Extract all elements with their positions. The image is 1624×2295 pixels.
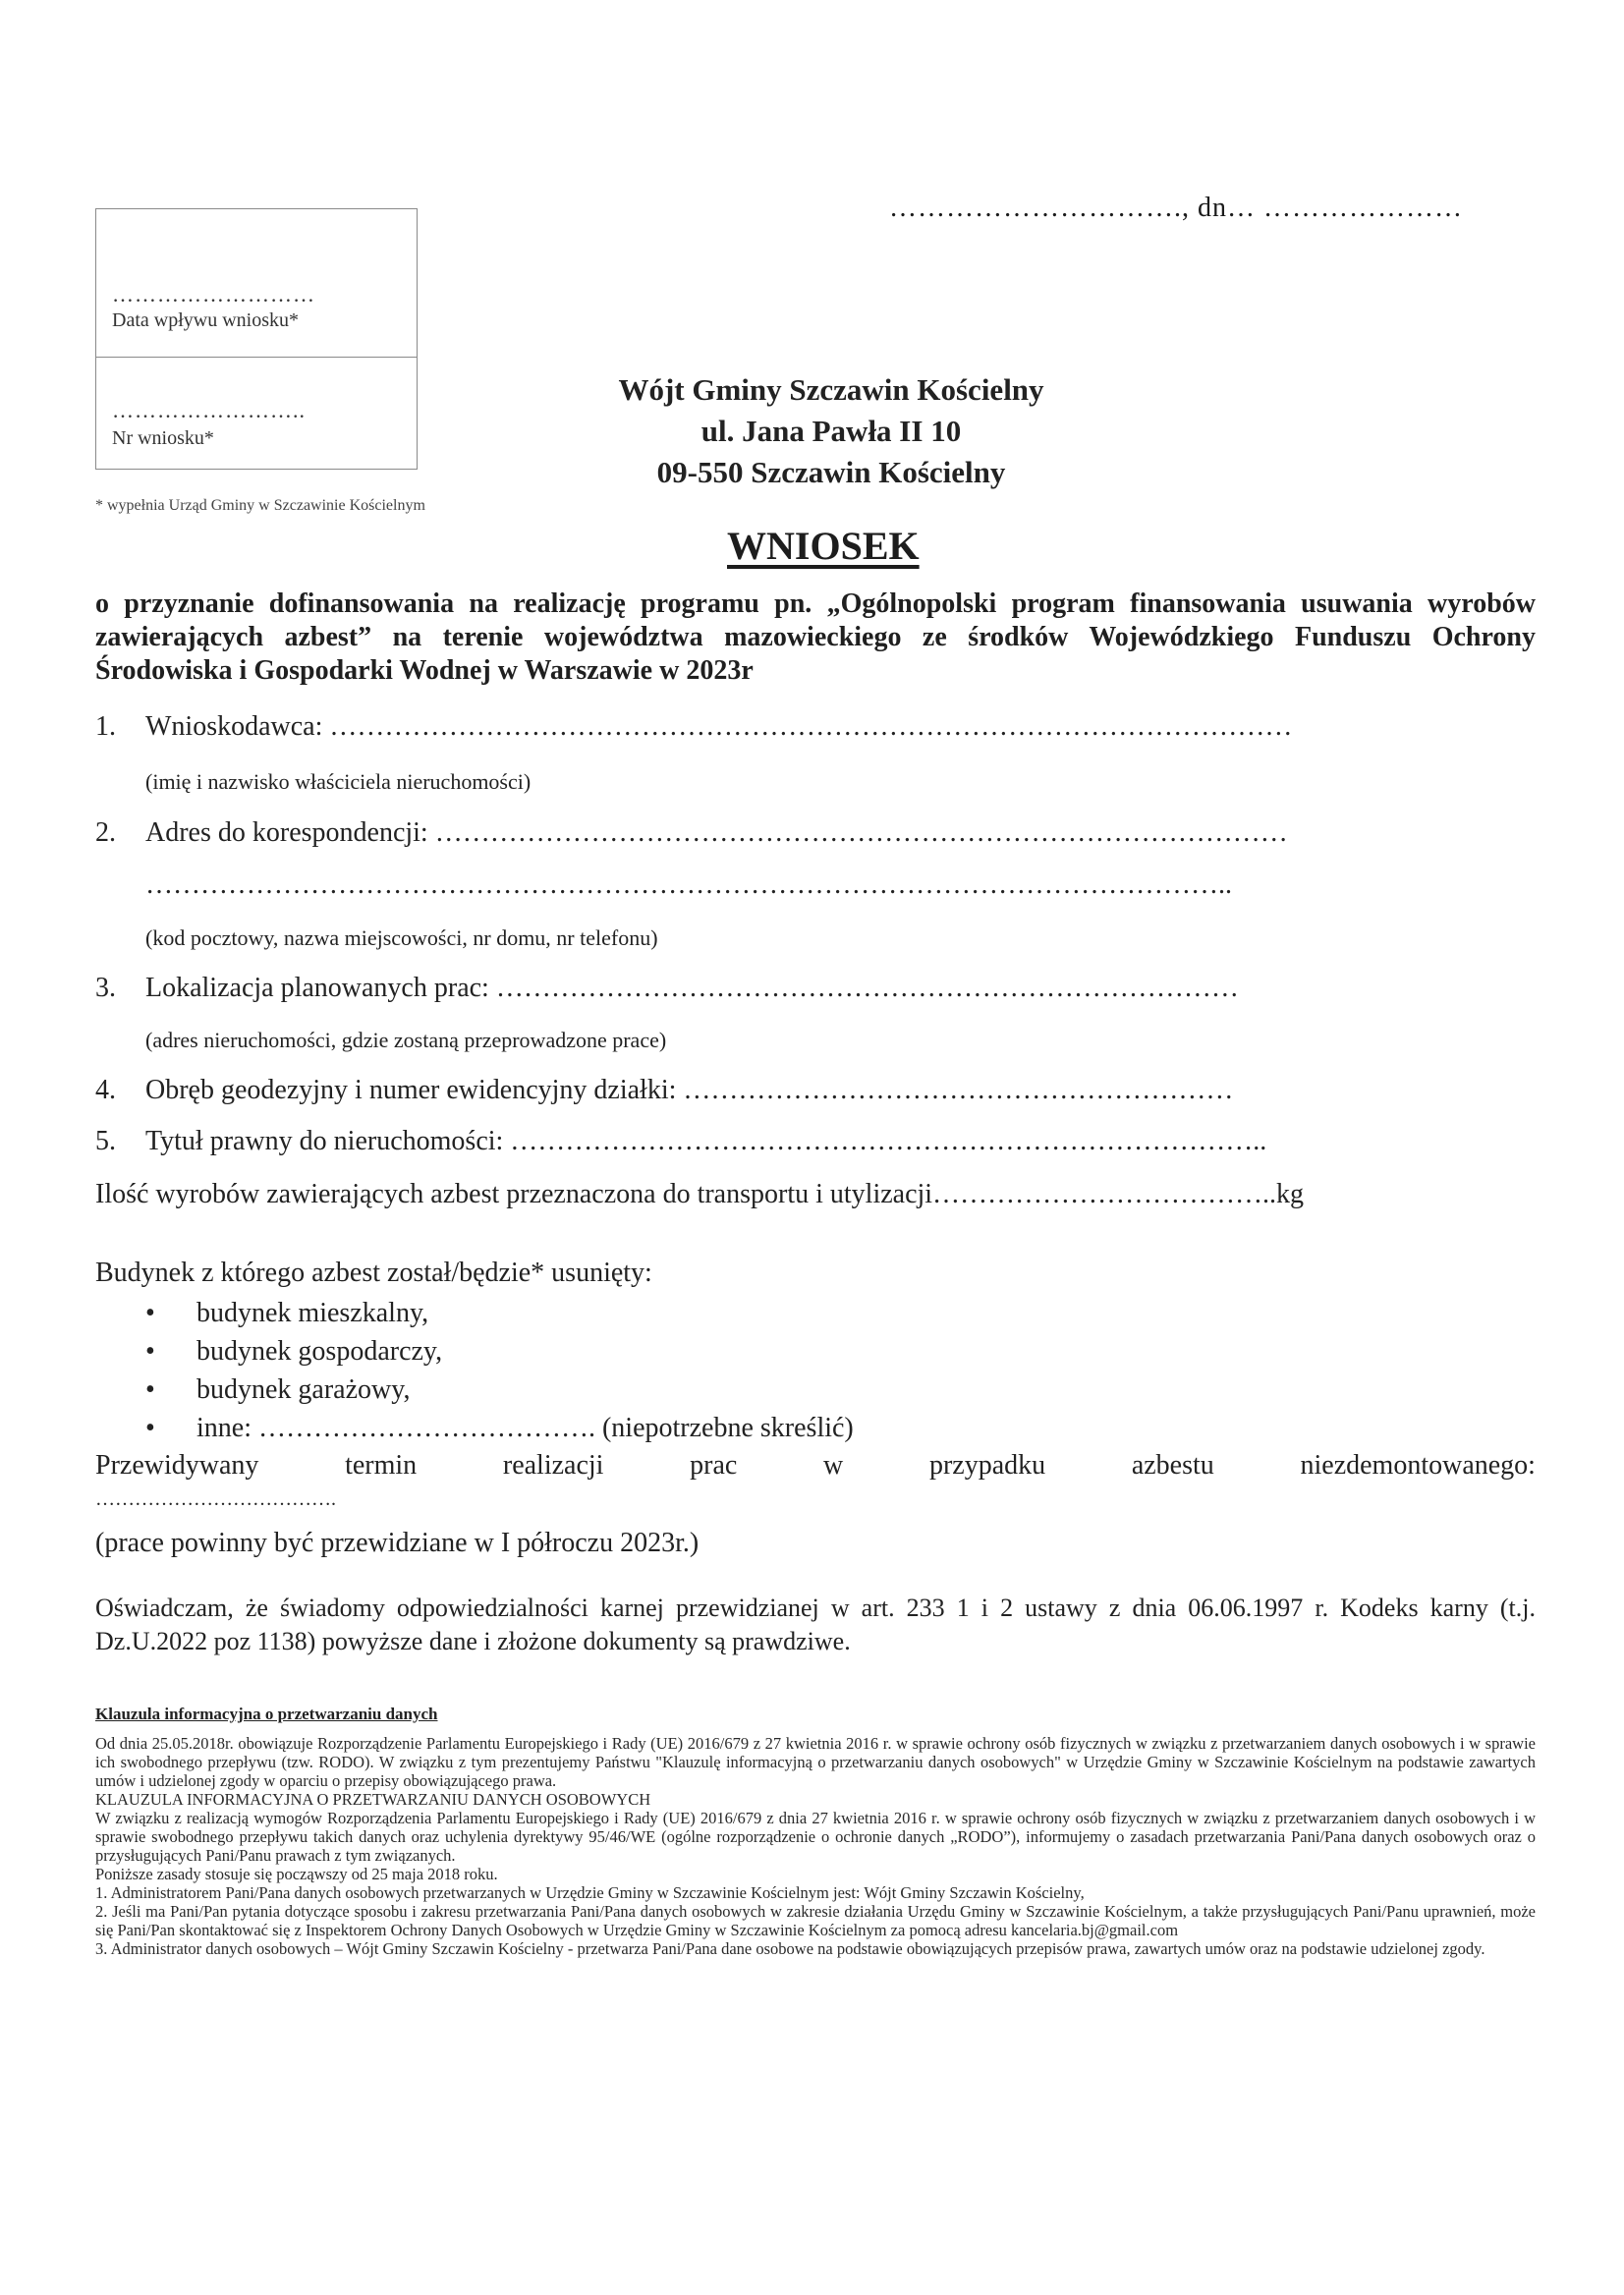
term-word: termin	[345, 1450, 418, 1481]
field-number: 5.	[95, 1126, 116, 1156]
clause-paragraph: Od dnia 25.05.2018r. obowiązuje Rozporządzenie Parlamentu Europejskiego i Rady (UE) 2016/679 z 27 kwietnia 2016 r. w sprawie ochrony osób fizycznych w związku z przetwarzaniem danych osobowych i w sprawie ich swobodnego przepływu (tzw. RODO). W związku z tym prezentujemy Państwu "Klauzulę informacyjną o przetwarzaniu danych osobowych" w Urzędzie Gminy w Szczawinie Kościelnym na podstawie zawartych umów i udzielonej zgody w oparciu o przepisy obowiązującego prawa.	[95, 1734, 1536, 1790]
building-heading: Budynek z którego azbest został/będzie* usunięty:	[95, 1258, 652, 1288]
date-field[interactable]: …………………………., dn… …………………	[889, 193, 1463, 223]
field-work-location[interactable]	[95, 973, 1239, 1004]
field-correspondence-address[interactable]	[95, 817, 1288, 849]
clause-paragraph: Poniższe zasady stosuje się począwszy od 25 maja 2018 roku.	[95, 1865, 498, 1883]
clause-paragraph: 2. Jeśli ma Pani/Pan pytania dotyczące sposobu i zakresu przetwarzania Pani/Pana danych osobowych w zakresie działania Urzędu Gminy w Szczawinie Kościelnym, a także przysługujących Pani/Panu uprawnień, może się Pani/Pan skontaktować się z Inspektorem Ochrony Danych Osobowych w Urzędzie Gminy w Szczawinie Kościelnym za pomocą adresu kancelaria.bj@gmail.com	[95, 1902, 1536, 1939]
field-number: 3.	[95, 973, 116, 1003]
registration-box	[95, 208, 418, 470]
asbestos-quantity-field[interactable]: Ilość wyrobów zawierających azbest przeznaczona do transportu i utylizacji………………………………..kg	[95, 1179, 1305, 1209]
clause-heading: Klauzula informacyjna o przetwarzaniu danych	[95, 1705, 438, 1723]
application-number-dots[interactable]: ……………………..	[112, 398, 306, 422]
term-word: niezdemontowanego:	[1300, 1450, 1536, 1481]
term-word: azbestu	[1131, 1450, 1214, 1481]
clause-paragraph: KLAUZULA INFORMACYJNA O PRZETWARZANIU DANYCH OSOBOWYCH	[95, 1790, 651, 1809]
field-legal-title[interactable]	[95, 1126, 1266, 1157]
application-subject: o przyznanie dofinansowania na realizację programu pn. „Ogólnopolski program finansowania usuwania wyrobów zawierających azbest” na terenie województwa mazowieckiego ze środków Wojewódzkiego Funduszu Ochrony Środowiska i Gospodarki Wodnej w Warszawie w 2023r	[95, 588, 1536, 686]
receipt-date-dots[interactable]: ………………………	[112, 282, 315, 307]
term-word: przypadku	[928, 1450, 1046, 1481]
option-label: budynek mieszkalny,	[196, 1298, 429, 1328]
field-number: 1.	[95, 711, 116, 742]
addressee-name: Wójt Gminy Szczawin Kościelny	[618, 372, 1044, 407]
field-applicant[interactable]	[95, 711, 1292, 743]
declaration: Oświadczam, że świadomy odpowiedzialności karnej przewidzianej w art. 233 1 i 2 ustawy z dnia 06.06.1997 r. Kodeks karny (t.j. Dz.U.2022 poz 1138) powyższe dane i złożone dokumenty są prawdziwe.	[95, 1594, 1536, 1655]
term-word: w	[823, 1450, 844, 1481]
planned-term-note: (prace powinny być przewidziane w I półroczu 2023r.)	[95, 1528, 700, 1558]
field-hint: (kod pocztowy, nazwa miejscowości, nr domu, nr telefonu)	[145, 925, 658, 950]
field-hint: (adres nieruchomości, gdzie zostaną przeprowadzone prace)	[145, 1028, 667, 1052]
option-label: budynek gospodarczy,	[196, 1336, 443, 1367]
addressee-city: 09-550 Szczawin Kościelny	[656, 455, 1006, 489]
application-number-label: Nr wniosku*	[112, 427, 214, 449]
building-option-other[interactable]: • inne: ………………………………. (niepotrzebne skreślić)	[145, 1413, 854, 1443]
field-label: Obręb geodezyjny i numer ewidencyjny działki: ……………………………………………………	[145, 1075, 1234, 1105]
clause-body	[95, 1734, 1536, 1958]
field-parcel-number[interactable]	[95, 1075, 1233, 1106]
office-footnote: * wypełnia Urząd Gminy w Szczawinie Kościelnym	[95, 497, 425, 514]
term-word: realizacji	[502, 1450, 604, 1481]
planned-term-label	[95, 1450, 1536, 1482]
option-label: inne: ………………………………. (niepotrzebne skreślić)	[196, 1413, 854, 1443]
clause-paragraph: 1. Administratorem Pani/Pana danych osobowych przetwarzanych w Urzędzie Gminy w Szczawinie Kościelnym jest: Wójt Gminy Szczawin Kościelny,	[95, 1883, 1085, 1902]
building-option-farm[interactable]: • budynek gospodarczy,	[145, 1336, 443, 1367]
clause-paragraph: 3. Administrator danych osobowych – Wójt Gminy Szczawin Kościelny - przetwarza Pani/Pana dane osobowe na podstawie obowiązujących przepisów prawa, zawartych umów oraz na podstawie udzielonej zgody.	[95, 1939, 1485, 1958]
field-label: Adres do korespondencji: …………………………………………………………………………………	[145, 817, 1288, 848]
option-label: budynek garażowy,	[196, 1374, 411, 1405]
planned-term-field[interactable]: ……………………………….	[95, 1488, 336, 1510]
addressee-street: ul. Jana Pawła II 10	[700, 414, 962, 448]
field-number: 2.	[95, 817, 116, 848]
field-continuation-line[interactable]: ………………………………………………………………………………………………………..	[145, 869, 1232, 900]
term-word: prac	[690, 1450, 738, 1481]
box-divider	[96, 357, 417, 358]
field-label: Tytuł prawny do nieruchomości: ………………………………………………………………………..	[145, 1126, 1267, 1156]
building-option-residential[interactable]: • budynek mieszkalny,	[145, 1298, 429, 1328]
receipt-date-label: Data wpływu wniosku*	[112, 309, 299, 331]
field-label: Wnioskodawca: ……………………………………………………………………………………………	[145, 711, 1293, 742]
field-label: Lokalizacja planowanych prac: ………………………………………………………………………	[145, 973, 1239, 1003]
building-option-garage[interactable]: • budynek garażowy,	[145, 1374, 411, 1405]
field-number: 4.	[95, 1075, 116, 1105]
field-hint: (imię i nazwisko właściciela nieruchomości)	[145, 769, 532, 794]
document-title: WNIOSEK	[727, 524, 920, 568]
clause-paragraph: W związku z realizacją wymogów Rozporządzenia Parlamentu Europejskiego i Rady (UE) 2016/679 z dnia 27 kwietnia 2016 r. w sprawie ochrony osób fizycznych w związku z przetwarzaniem danych osobowych i w sprawie swobodnego przepływu takich danych oraz uchylenia dyrektywy 95/46/WE (ogólne rozporządzenie o ochronie danych „RODO”), informujemy o zasadach przetwarzania Pani/Pana danych osobowych oraz o przysługujących Pani/Panu prawach z tym związanych.	[95, 1809, 1536, 1865]
term-word: Przewidywany	[95, 1450, 259, 1481]
